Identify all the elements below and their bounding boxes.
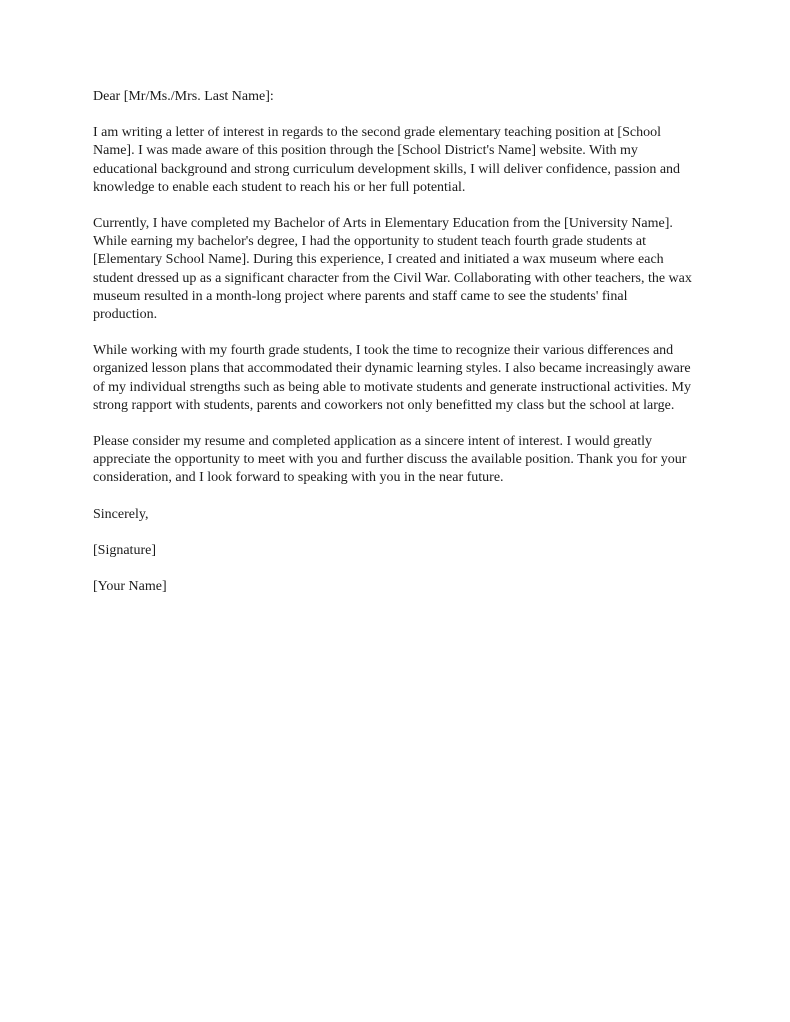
letter-sign-off: Sincerely,	[93, 506, 149, 522]
signature-placeholder: [Signature]	[93, 542, 156, 558]
letter-paragraph-education: Currently, I have completed my Bachelor of Arts in Elementary Education from the [University Name]. While earning my bachelor's degree, I had the opportunity to student teach fourth grade students at [Elementary School Name]. During this experience, I created and initiated a wax museum where each student dressed up as a significant character from the Civil War. Collaborating with other teachers, the wax museum resulted in a month-long project where parents and staff came to see the students' final production.	[93, 216, 692, 323]
letter-body	[93, 88, 693, 596]
letter-paragraph-strengths: While working with my fourth grade students, I took the time to recognize their various differences and organized lesson plans that accommodated their dynamic learning styles. I also became increasingly aware of my individual strengths such as being able to motivate students and generate instructional activities. My strong rapport with students, parents and coworkers not only benefitted my class but the school at large.	[93, 343, 691, 413]
letter-paragraph-intro: I am writing a letter of interest in regards to the second grade elementary teaching position at [School Name]. I was made aware of this position through the [School District's Name] website. With my educational background and strong curriculum development skills, I will deliver confidence, passion and knowledge to enable each student to reach his or her full potential.	[93, 125, 681, 195]
letter-greeting: Dear [Mr/Ms./Mrs. Last Name]:	[93, 89, 274, 104]
name-placeholder: [Your Name]	[93, 579, 167, 595]
letter-paragraph-closing-request: Please consider my resume and completed application as a sincere intent of interest. I would greatly appreciate the opportunity to meet with you and further discuss the available position. Thank you for your consideration, and I look forward to speaking with you in the near future.	[93, 434, 687, 486]
